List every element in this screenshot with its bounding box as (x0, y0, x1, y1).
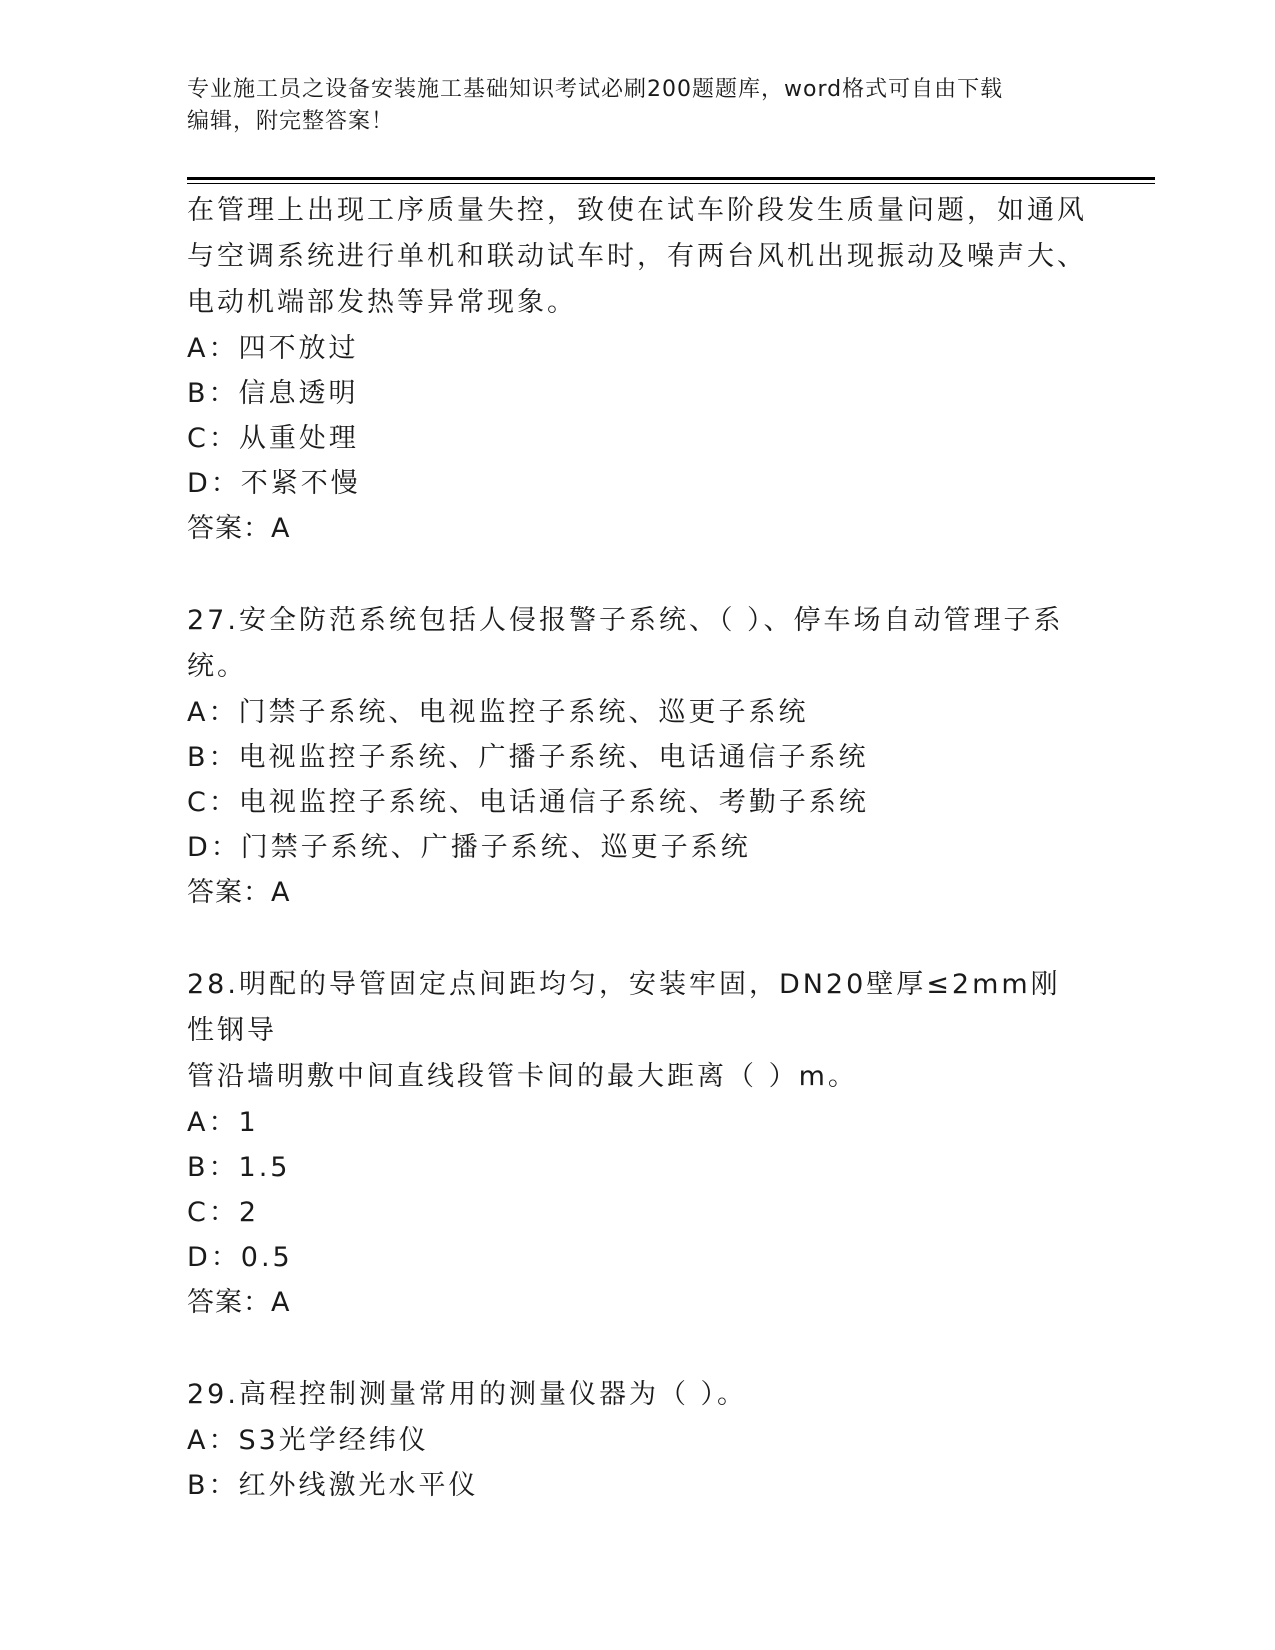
question-stem-line: 在管理上出现工序质量失控，致使在试车阶段发生质量问题，如通风 (187, 195, 1087, 226)
option-b: B：红外线激光水平仪 (187, 1470, 479, 1501)
option-a: A：门禁子系统、电视监控子系统、巡更子系统 (187, 697, 809, 728)
option-c: C：2 (187, 1197, 260, 1228)
option-c: C：从重处理 (187, 423, 359, 454)
option-b: B：信息透明 (187, 378, 359, 409)
option-a: A：四不放过 (187, 333, 359, 364)
option-b: B：1.5 (187, 1152, 291, 1183)
question-stem-line: 27.安全防范系统包括人侵报警子系统、（ ）、停车场自动管理子系 (187, 605, 1064, 636)
question-stem-line: 统。 (187, 651, 247, 682)
question-block-28 (187, 962, 1087, 1326)
question-block-29 (187, 1372, 1087, 1508)
answer-line: 答案：A (187, 1287, 291, 1318)
document-header (187, 74, 1067, 138)
question-block-27 (187, 598, 1087, 916)
header-title-line-2: 编辑，附完整答案！ (187, 109, 395, 134)
answer-line: 答案：A (187, 877, 291, 908)
option-b: B：电视监控子系统、广播子系统、电话通信子系统 (187, 742, 869, 773)
answer-line: 答案：A (187, 513, 291, 544)
question-stem-line: 管沿墙明敷中间直线段管卡间的最大距离（ ）m。 (187, 1061, 858, 1092)
option-d: D：门禁子系统、广播子系统、巡更子系统 (187, 832, 751, 863)
question-stem-line: 29.高程控制测量常用的测量仪器为（ ）。 (187, 1379, 748, 1410)
option-a: A：S3光学经纬仪 (187, 1425, 429, 1456)
question-stem-line: 28.明配的导管固定点间距均匀，安装牢固，DN20壁厚≤2mm刚性钢导 (187, 969, 1061, 1046)
option-d: D：不紧不慢 (187, 468, 361, 499)
option-d: D：0.5 (187, 1242, 293, 1273)
header-divider-thick (187, 177, 1155, 180)
question-block-26-continuation (187, 188, 1087, 552)
header-title-line-1: 专业施工员之设备安装施工基础知识考试必刷200题题库，word格式可自由下载 (187, 77, 1004, 102)
option-a: A：1 (187, 1107, 259, 1138)
option-c: C：电视监控子系统、电话通信子系统、考勤子系统 (187, 787, 869, 818)
question-list (187, 188, 1087, 1508)
question-stem-line: 电动机端部发热等异常现象。 (187, 287, 577, 318)
question-stem-line: 与空调系统进行单机和联动试车时，有两台风机出现振动及噪声大、 (187, 241, 1087, 272)
header-divider-thin (187, 183, 1155, 184)
